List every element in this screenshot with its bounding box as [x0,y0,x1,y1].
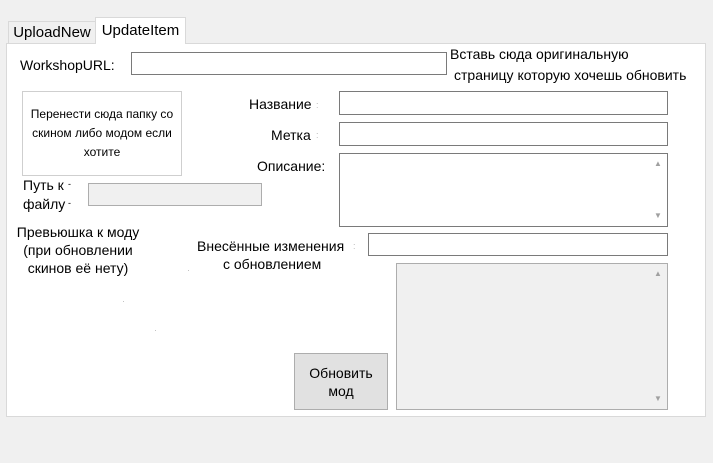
drop-zone-text: Перенести сюда папку со скином либо модом если хотите [30,107,174,159]
changes-label-dot: : [353,241,356,251]
changes-label-line2: с обновлением [223,256,322,272]
workshop-url-label: WorkshopURL: [20,57,115,73]
decorative-dot: · [122,296,125,306]
file-path-dash-2: - [68,198,71,208]
tab-upload-new[interactable] [8,21,96,43]
update-item-panel [6,43,706,417]
name-label: Название [249,96,312,112]
tab-update-item[interactable] [95,17,186,44]
description-label: Описание: [257,158,326,174]
file-path-label-line2: файлу [23,196,66,212]
workshop-url-input[interactable] [131,52,447,75]
decorative-dot: · [187,265,190,275]
changes-input[interactable] [368,233,668,256]
description-textarea[interactable] [339,153,668,227]
tag-label: Метка [271,127,311,143]
changes-notes-textarea[interactable] [396,263,668,410]
changes-label-line1: Внесённые изменения [197,238,345,254]
tag-label-dot: : [316,130,319,140]
update-mod-button[interactable] [294,353,388,410]
tab-upload-new-label: UploadNew [13,24,91,41]
decorative-dot: · [154,325,157,335]
workshop-url-hint-line1: Вставь сюда оригинальную [450,46,629,62]
file-path-dash-1: - [68,179,71,189]
workshop-url-hint-line2: страницу которую хочешь обновить [454,67,687,83]
tab-update-item-label: UpdateItem [101,22,180,39]
scroll-up-arrow-icon[interactable]: ▲ [654,269,662,278]
tag-input[interactable] [339,122,668,146]
file-path-input[interactable] [88,183,262,206]
name-input[interactable] [339,91,668,115]
scroll-down-arrow-icon[interactable]: ▼ [654,211,662,220]
update-mod-button-label: Обновить мод [309,364,373,399]
file-path-label-line1: Путь к [23,177,64,193]
scroll-up-arrow-icon[interactable]: ▲ [654,159,662,168]
preview-label: Превьюшка к моду (при обновлении скинов её нету) [16,224,140,276]
scroll-down-arrow-icon[interactable]: ▼ [654,394,662,403]
drop-zone[interactable] [22,91,182,176]
description-scrollbar[interactable] [650,155,666,225]
name-label-dot: : [316,100,319,110]
changes-notes-scrollbar[interactable] [650,265,666,408]
